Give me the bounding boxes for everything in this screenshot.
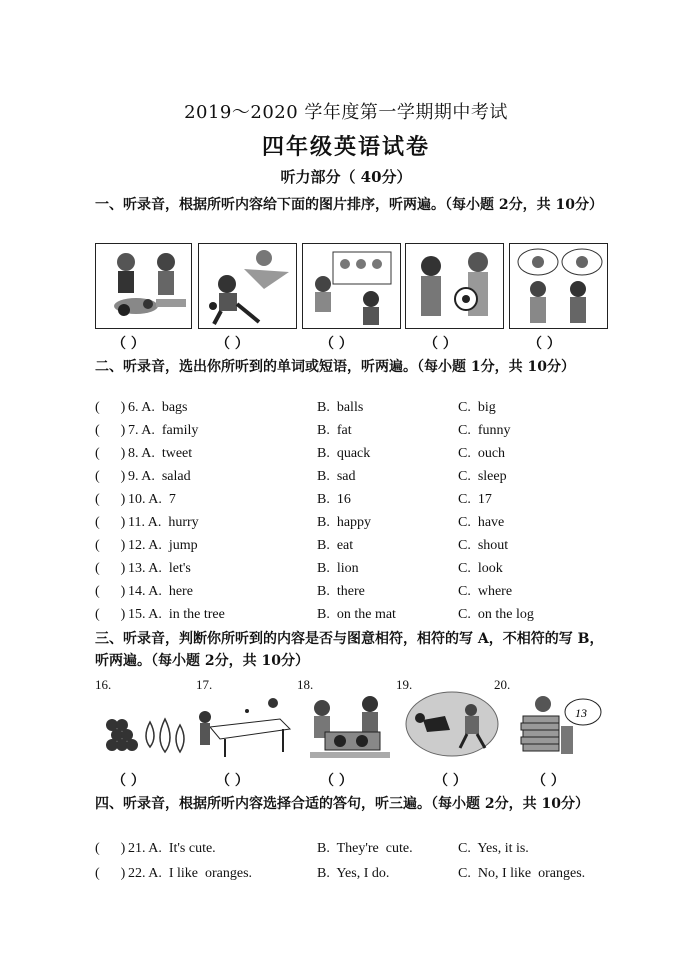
option-a[interactable]: 9. A. salad xyxy=(128,469,191,484)
answer-blank[interactable]: （ ） xyxy=(112,773,145,789)
option-a[interactable]: 12. A. jump xyxy=(128,538,198,553)
picture-girl-and-boy-with-food xyxy=(95,243,192,329)
option-a[interactable]: 15. A. in the tree xyxy=(128,607,225,622)
picture-boy-kicking-ball xyxy=(198,243,297,329)
question-row xyxy=(95,584,615,604)
option-c[interactable]: C. have xyxy=(458,515,505,530)
answer-blank[interactable]: （ ） xyxy=(112,336,145,352)
answer-blank[interactable]: （ ） xyxy=(424,336,457,352)
picture-girl-and-boy-with-football xyxy=(405,243,504,329)
answer-blank[interactable]: ( ) xyxy=(95,446,126,461)
option-c[interactable]: C. sleep xyxy=(458,469,507,484)
option-b[interactable]: B. lion xyxy=(317,561,359,576)
option-c[interactable]: C. look xyxy=(458,561,503,576)
question-row xyxy=(95,607,615,627)
question-row xyxy=(95,492,615,512)
answer-blank[interactable]: （ ） xyxy=(434,773,467,789)
question-row xyxy=(95,561,615,581)
option-a[interactable]: 21. A. It's cute. xyxy=(128,841,216,856)
option-a[interactable]: 6. A. bags xyxy=(128,400,188,415)
question-number: 16. xyxy=(95,677,112,692)
question-row xyxy=(95,469,615,489)
question-number: 18. xyxy=(297,677,314,692)
answer-blank[interactable]: （ ） xyxy=(528,336,561,352)
picture-boy-carrying-books xyxy=(513,690,608,760)
option-c[interactable]: C. on the log xyxy=(458,607,534,622)
answer-blank[interactable]: ( ) xyxy=(95,423,126,438)
option-b[interactable]: B. balls xyxy=(317,400,364,415)
option-c[interactable]: C. No, I like oranges. xyxy=(458,866,586,881)
question-number: 19. xyxy=(396,677,413,692)
option-b[interactable]: B. eat xyxy=(317,538,354,553)
question-row xyxy=(95,841,615,861)
picture-grapes-and-pears xyxy=(100,697,190,759)
option-c[interactable]: C. where xyxy=(458,584,513,599)
question-row xyxy=(95,866,615,886)
exam-year-title: 2019～2020 学年度第一学期期中考试 xyxy=(184,102,508,123)
section2-instruction: 二、听录音，选出你所听到的单词或短语，听两遍。（每小题 1分，共 10分） xyxy=(95,359,575,375)
option-a[interactable]: 8. A. tweet xyxy=(128,446,193,461)
question-row xyxy=(95,400,615,420)
picture-table-tennis xyxy=(195,697,295,759)
answer-blank[interactable]: （ ） xyxy=(320,773,353,789)
option-c[interactable]: C. big xyxy=(458,400,496,415)
section1-instruction: 一、听录音，根据所听内容给下面的图片排序，听两遍。（每小题 2分，共 10分） xyxy=(95,197,603,213)
option-a[interactable]: 13. A. let's xyxy=(128,561,191,576)
option-b[interactable]: B. Yes, I do. xyxy=(317,866,390,881)
answer-blank[interactable]: ( ) xyxy=(95,492,126,507)
option-a[interactable]: 7. A. family xyxy=(128,423,199,438)
picture-kids-talking-about-pets xyxy=(509,243,608,329)
answer-blank[interactable]: ( ) xyxy=(95,607,126,622)
exam-title: 四年级英语试卷 xyxy=(261,134,430,160)
section4-instruction: 四、听录音，根据所听内容选择合适的答句，听三遍。（每小题 2分，共 10分） xyxy=(95,796,589,812)
answer-blank[interactable]: ( ) xyxy=(95,469,126,484)
answer-blank[interactable]: ( ) xyxy=(95,561,126,576)
answer-blank[interactable]: （ ） xyxy=(216,336,249,352)
option-b[interactable]: B. quack xyxy=(317,446,371,461)
option-a[interactable]: 10. A. 7 xyxy=(128,492,176,507)
answer-blank[interactable]: ( ) xyxy=(95,584,126,599)
question-number: 20. xyxy=(494,677,511,692)
speech-bubble-number: 13 xyxy=(575,706,587,720)
picture-boy-and-photo-board xyxy=(302,243,401,329)
option-c[interactable]: C. shout xyxy=(458,538,509,553)
option-a[interactable]: 11. A. hurry xyxy=(128,515,199,530)
option-b[interactable]: B. 16 xyxy=(317,492,351,507)
question-number: 17. xyxy=(196,677,213,692)
option-b[interactable]: B. on the mat xyxy=(317,607,396,622)
answer-blank[interactable]: （ ） xyxy=(216,773,249,789)
option-c[interactable]: C. 17 xyxy=(458,492,492,507)
answer-blank[interactable]: ( ) xyxy=(95,538,126,553)
answer-blank[interactable]: ( ) xyxy=(95,841,126,856)
picture-dog-chasing-boy xyxy=(405,690,500,758)
option-b[interactable]: B. fat xyxy=(317,423,352,438)
answer-blank[interactable]: ( ) xyxy=(95,400,126,415)
question-row xyxy=(95,515,615,535)
answer-blank[interactable]: （ ） xyxy=(532,773,565,789)
option-a[interactable]: 22. A. I like oranges. xyxy=(128,866,253,881)
option-c[interactable]: C. ouch xyxy=(458,446,506,461)
option-b[interactable]: B. there xyxy=(317,584,365,599)
option-b[interactable]: B. happy xyxy=(317,515,372,530)
question-row xyxy=(95,538,615,558)
option-a[interactable]: 14. A. here xyxy=(128,584,193,599)
answer-blank[interactable]: ( ) xyxy=(95,515,126,530)
option-c[interactable]: C. Yes, it is. xyxy=(458,841,529,856)
question-row xyxy=(95,423,615,443)
option-b[interactable]: B. sad xyxy=(317,469,356,484)
answer-blank[interactable]: ( ) xyxy=(95,866,126,881)
picture-kids-with-cakes xyxy=(300,690,400,762)
section3-instruction: 三、听录音，判断你所听到的内容是否与图意相符，相符的写 A，不相符的写 B，听两遍。（每小题 2分，共 10分） xyxy=(95,631,604,669)
option-c[interactable]: C. funny xyxy=(458,423,511,438)
question-row xyxy=(95,446,615,466)
answer-blank[interactable]: （ ） xyxy=(320,336,353,352)
listening-part-title: 听力部分（ 40分） xyxy=(280,168,412,186)
option-b[interactable]: B. They're cute. xyxy=(317,841,413,856)
